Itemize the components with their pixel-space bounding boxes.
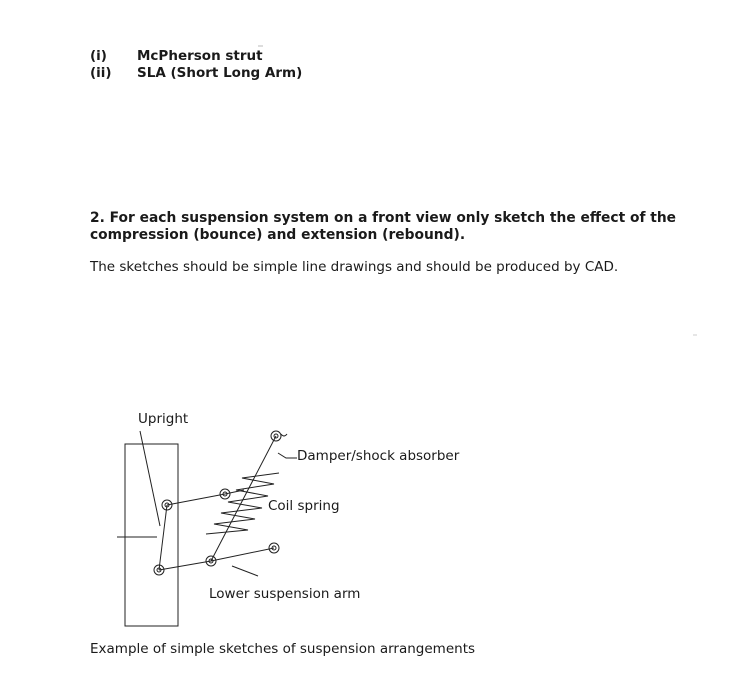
lower-arm-outer [211, 548, 274, 561]
list-item-sla: SLA (Short Long Arm) [137, 65, 303, 81]
list-number-1: (i) [90, 48, 107, 64]
damper-leader [278, 453, 297, 458]
question-title-line2: compression (bounce) and extension (rebound). [90, 227, 466, 243]
list-item-mcpherson: McPherson strut [137, 48, 263, 64]
kingpin-link [159, 505, 167, 570]
lower-arm-inner [159, 561, 211, 570]
lower-arm-leader [232, 566, 258, 576]
damper-axis [211, 436, 276, 561]
label-damper: Damper/shock absorber [297, 448, 460, 464]
upright-pointer [140, 431, 160, 526]
label-coil-spring: Coil spring [268, 498, 340, 514]
list-number-2: (ii) [90, 65, 112, 81]
question-title-line1: 2. For each suspension system on a front view only sketch the effect of the [90, 210, 677, 226]
damper-top-mark [281, 434, 287, 436]
upright-body [125, 444, 178, 626]
label-upright: Upright [138, 411, 189, 427]
instruction-text: The sketches should be simple line drawings and should be produced by CAD. [90, 259, 619, 275]
upper-arm [167, 494, 225, 505]
figure-caption: Example of simple sketches of suspension arrangements [90, 641, 476, 657]
label-lower-arm: Lower suspension arm [209, 586, 361, 602]
